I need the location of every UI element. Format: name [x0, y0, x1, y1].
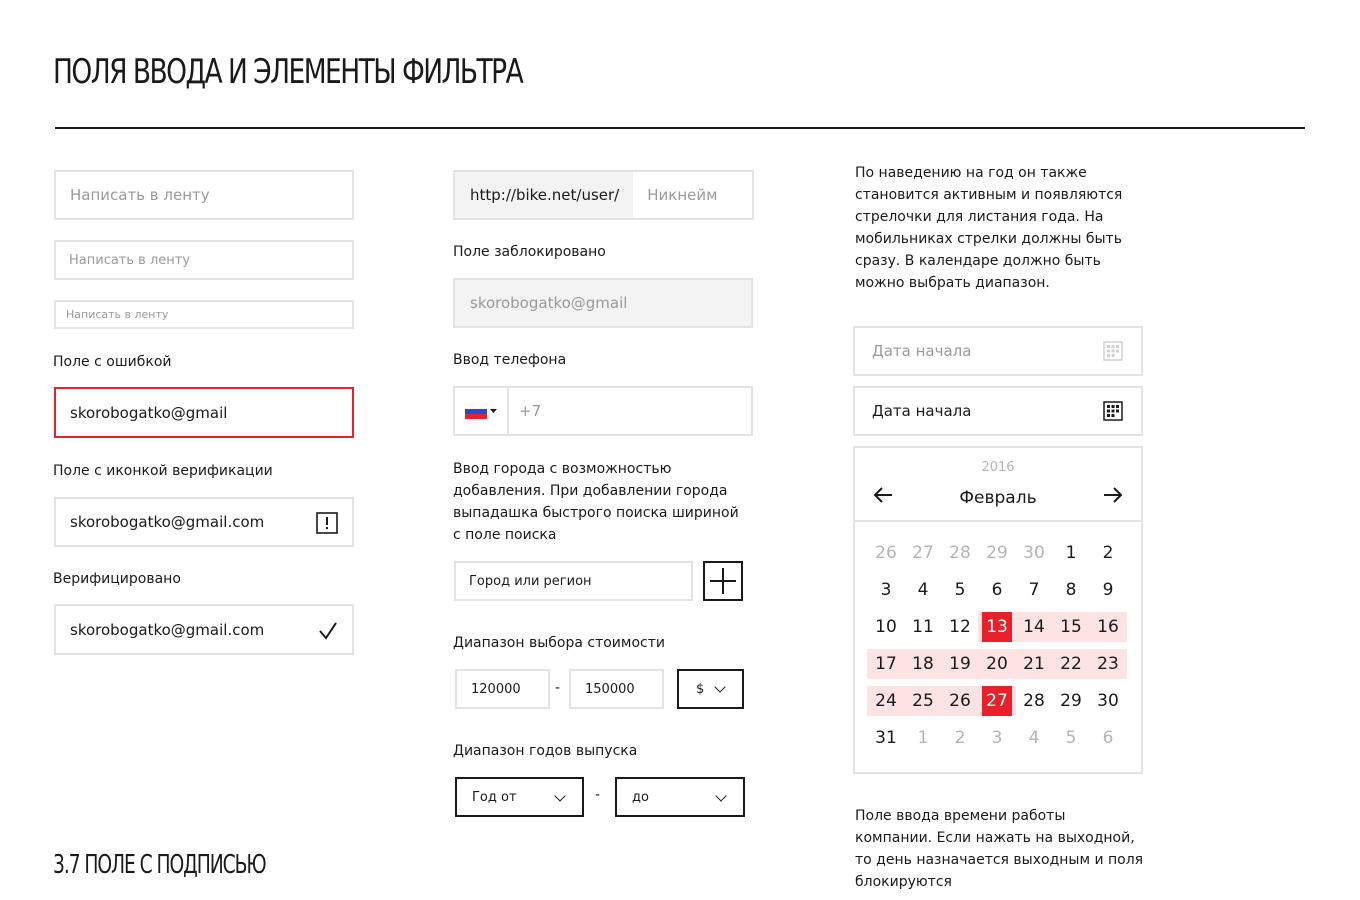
blocked-email-value: skorobogatko@gmail	[470, 294, 628, 312]
calendar-day[interactable]: 8	[1065, 580, 1077, 600]
date-start-active-text: Дата начала	[872, 402, 972, 420]
calendar-day[interactable]: 6	[1102, 728, 1114, 748]
feed-input-large[interactable]	[54, 170, 354, 220]
calendar-day[interactable]: 13	[982, 612, 1012, 642]
calendar-day[interactable]: 3	[880, 580, 892, 600]
chevron-down-icon	[715, 681, 726, 692]
calendar-day[interactable]: 4	[1028, 728, 1040, 748]
calendar-day[interactable]: 23	[1097, 654, 1119, 674]
url-prefix: http://bike.net/user/	[455, 172, 633, 218]
calendar-day[interactable]: 16	[1097, 617, 1119, 637]
calendar-day[interactable]: 2	[1102, 543, 1114, 563]
calendar-day[interactable]: 22	[1060, 654, 1082, 674]
year-to-select[interactable]	[615, 777, 745, 817]
calendar-day[interactable]: 24	[875, 691, 897, 711]
phone-placeholder: +7	[519, 402, 542, 420]
calendar-day[interactable]: 15	[1060, 617, 1082, 637]
calendar-day[interactable]: 25	[912, 691, 934, 711]
blocked-email-field	[453, 278, 753, 328]
price-range-label: Диапазон выбора стоимости	[453, 635, 665, 651]
year-from-value: Год от	[472, 789, 517, 805]
verified-email-field[interactable]	[54, 604, 354, 655]
phone-field-label: Ввод телефона	[453, 352, 567, 368]
feed-input-medium[interactable]	[54, 240, 354, 280]
plus-icon	[710, 568, 736, 594]
calendar-day[interactable]: 27	[912, 543, 934, 563]
hours-note: Поле ввода времени работы компании. Если нажать на выходной, то день назначается выходным и поля блокируются	[855, 808, 1144, 890]
years-range-label: Диапазон годов выпуска	[453, 743, 638, 759]
verify-field-label: Поле с иконкой верификации	[53, 463, 273, 479]
calendar-day[interactable]: 30	[1023, 543, 1045, 563]
feed-input-large-placeholder: Написать в ленту	[70, 186, 210, 204]
calendar-day[interactable]: 28	[1023, 691, 1045, 711]
date-start-input-active[interactable]	[853, 386, 1143, 436]
calendar-day[interactable]: 2	[954, 728, 966, 748]
verified-field-label: Верифицировано	[53, 571, 181, 587]
feed-input-medium-placeholder: Написать в ленту	[69, 252, 191, 268]
year-to-value: до	[632, 789, 649, 805]
date-start-input[interactable]	[853, 326, 1143, 376]
calendar-popup	[853, 446, 1143, 774]
calendar-day[interactable]: 6	[991, 580, 1003, 600]
title-divider	[55, 127, 1305, 129]
russia-flag-icon	[465, 404, 487, 419]
calendar-day[interactable]: 12	[949, 617, 971, 637]
calendar-day[interactable]: 1	[1065, 543, 1077, 563]
year-from-select[interactable]	[455, 777, 584, 817]
phone-field[interactable]	[453, 386, 753, 436]
currency-select[interactable]	[677, 669, 744, 709]
calendar-day[interactable]: 4	[917, 580, 929, 600]
feed-input-small[interactable]	[54, 300, 354, 329]
price-to-value: 150000	[585, 681, 635, 697]
calendar-day[interactable]: 11	[912, 617, 934, 637]
error-email-field[interactable]	[54, 387, 354, 438]
calendar-day[interactable]: 26	[875, 543, 897, 563]
calendar-day[interactable]: 28	[949, 543, 971, 563]
calendar-month: Февраль	[959, 488, 1037, 508]
calendar-day[interactable]: 7	[1028, 580, 1040, 600]
page-title: ПОЛЯ ВВОДА И ЭЛЕМЕНТЫ ФИЛЬТРА	[53, 52, 523, 92]
calendar-day[interactable]: 31	[875, 728, 897, 748]
verified-email-value: skorobogatko@gmail.com	[70, 620, 265, 639]
calendar-day[interactable]: 18	[912, 654, 934, 674]
calendar-year[interactable]: 2016	[981, 460, 1015, 475]
chevron-down-icon	[554, 790, 565, 801]
checkmark-icon	[318, 621, 338, 645]
calendar-day[interactable]: 20	[986, 654, 1008, 674]
section-title: 3.7 ПОЛЕ С ПОДПИСЬЮ	[53, 850, 266, 880]
arrow-right-icon[interactable]	[1103, 486, 1123, 508]
calendar-day[interactable]: 5	[1065, 728, 1077, 748]
blocked-field-label: Поле заблокировано	[453, 244, 606, 260]
error-email-value: skorobogatko@gmail	[70, 403, 228, 422]
calendar-day[interactable]: 3	[991, 728, 1003, 748]
feed-input-small-placeholder: Написать в ленту	[66, 308, 169, 321]
city-placeholder: Город или регион	[469, 573, 592, 589]
nickname-placeholder: Никнейм	[647, 186, 718, 204]
url-nickname-field[interactable]	[453, 170, 754, 220]
verify-email-field[interactable]	[54, 497, 354, 547]
calendar-day[interactable]: 26	[949, 691, 971, 711]
caret-down-icon	[490, 409, 497, 414]
calendar-day[interactable]: 1	[917, 728, 929, 748]
calendar-day[interactable]: 29	[986, 543, 1008, 563]
date-start-placeholder: Дата начала	[872, 342, 972, 360]
verify-email-value: skorobogatko@gmail.com	[70, 513, 265, 531]
city-note: Ввод города с возможностью добавления. При добавлении города выпадашка быстрого поиска шириной с поле поиска	[453, 461, 739, 543]
calendar-day[interactable]: 30	[1097, 691, 1119, 711]
year-note: По наведению на год он также становится активным и появляются стрелочки для листания года. На мобильниках стрелки должны быть сразу. В календаре должно быть можно выбрать диапазон.	[855, 165, 1123, 291]
calendar-day[interactable]: 5	[954, 580, 966, 600]
price-range-dash: -	[555, 680, 561, 696]
error-field-label: Поле с ошибкой	[53, 354, 172, 370]
calendar-grid-icon[interactable]	[1103, 341, 1123, 365]
price-to-input[interactable]	[569, 669, 664, 709]
exclamation-icon[interactable]	[316, 512, 338, 538]
city-input[interactable]	[454, 561, 693, 601]
country-selector[interactable]	[455, 388, 509, 434]
calendar-day[interactable]: 29	[1060, 691, 1082, 711]
calendar-day[interactable]: 9	[1102, 580, 1114, 600]
calendar-day[interactable]: 17	[875, 654, 897, 674]
calendar-grid-icon[interactable]	[1103, 401, 1123, 425]
calendar-day[interactable]: 27	[982, 686, 1012, 716]
add-city-button[interactable]	[703, 561, 743, 601]
calendar-day[interactable]: 14	[1023, 617, 1045, 637]
calendar-day[interactable]: 19	[949, 654, 971, 674]
calendar-day[interactable]: 21	[1023, 654, 1045, 674]
price-from-value: 120000	[471, 681, 521, 697]
calendar-divider	[855, 520, 1141, 522]
calendar-day[interactable]: 10	[875, 617, 897, 637]
price-from-input[interactable]	[455, 669, 550, 709]
chevron-down-icon	[715, 790, 726, 801]
year-range-dash: -	[595, 787, 601, 803]
currency-value: $	[696, 681, 705, 697]
